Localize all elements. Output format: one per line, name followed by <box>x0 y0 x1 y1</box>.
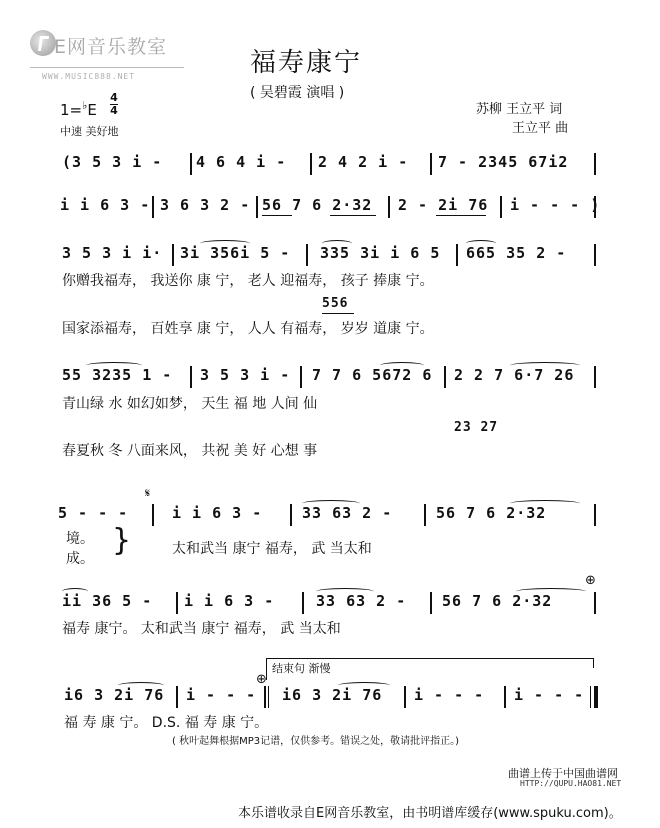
variant-notes: 23 27 <box>454 420 499 435</box>
measure: 2 2 7 6·7 26 <box>454 366 575 384</box>
ending-bracket <box>266 658 593 659</box>
barline <box>172 244 174 266</box>
barline <box>456 244 458 266</box>
barline <box>306 244 308 266</box>
barline <box>290 504 292 526</box>
upload-url: HTTP://QUPU.HAO81.NET <box>520 779 622 788</box>
measure: (3 5 3 i - <box>62 153 163 171</box>
measure: 3i 356i 5 - <box>180 244 291 262</box>
beam <box>436 215 486 216</box>
logo-divider <box>30 67 184 68</box>
final-barline-thick <box>594 686 598 708</box>
tempo-marking: 中速 美好地 <box>60 125 119 138</box>
measure: i i 6 3 - <box>60 196 151 214</box>
barline <box>430 592 432 614</box>
slur <box>200 240 250 247</box>
repeat-barline <box>264 686 266 708</box>
measure: 2 - 2i 76 <box>398 196 489 214</box>
slur <box>62 588 88 595</box>
barline <box>190 153 192 175</box>
music-disc-icon <box>30 30 56 56</box>
measure: 7 7 6 5672 6 <box>312 366 433 384</box>
transcriber-note: ( 秋叶起舞根据MP3记谱，仅供参考。错误之处，敬请批评指正。) <box>172 736 460 747</box>
key-prefix: 1= <box>60 101 83 119</box>
lyric-line-2: 春夏秋 冬 八面来风， 共祝 美 好 心想 事 <box>62 443 318 459</box>
slur <box>302 500 360 507</box>
barline <box>404 686 406 708</box>
slur <box>510 500 580 507</box>
measure: i i 6 3 - <box>172 504 263 522</box>
measure: 33 63 2 - <box>316 592 407 610</box>
ending-bracket-right <box>593 658 594 668</box>
barline <box>256 196 258 218</box>
barline <box>176 686 178 708</box>
slur <box>510 362 580 369</box>
measure: 33 63 2 - <box>302 504 393 522</box>
variant-notes: 556 <box>322 296 349 311</box>
site-name: E网音乐教室 <box>54 36 168 58</box>
slur <box>516 588 586 595</box>
performer-line: ( 吴碧霞 演唱 ) <box>250 85 345 101</box>
lyric-line-1: 福寿 康宁。 太和武当 康宁 福寿， 武 当太和 <box>62 621 341 637</box>
barline <box>424 504 426 526</box>
time-signature <box>110 92 118 117</box>
lyric-line-1: 福 寿 康 宁。 D.S. 福 寿 康 宁。 <box>64 715 269 731</box>
beam <box>330 215 376 216</box>
barline <box>594 366 596 388</box>
beam <box>322 313 354 314</box>
meter-top: 4 <box>110 91 118 104</box>
barline <box>310 153 312 175</box>
slur <box>466 240 496 247</box>
slur <box>322 240 352 247</box>
slur <box>86 362 142 369</box>
repeat-barline-thin <box>268 686 269 708</box>
barline <box>176 592 178 614</box>
lyric-line-2: 太和武当 康宁 福寿， 武 当太和 <box>172 541 372 557</box>
measure: 56 7 6 2·32 <box>442 592 553 610</box>
measure: 665 35 2 - <box>466 244 567 262</box>
site-url: WWW.MUSIC888.NET <box>42 72 136 81</box>
lyric-line-2: 国家添福寿， 百姓享 康 宁， 人人 有福寿， 岁岁 道康 宁。 <box>62 321 434 337</box>
coda-sign: ⊕ <box>256 672 267 687</box>
slur <box>338 682 390 689</box>
barline <box>594 592 596 614</box>
barline <box>500 196 502 218</box>
upload-source: 曲谱上传于中国曲谱网 <box>508 767 618 780</box>
barline <box>430 153 432 175</box>
measure: 3 6 3 2 - <box>160 196 251 214</box>
measure: i6 3 2i 76 <box>64 686 165 704</box>
segno-sign: 𝄋 <box>145 486 151 500</box>
lyricist-credit: 苏柳 王立平 词 <box>476 102 563 117</box>
staff-row-1 <box>62 153 162 171</box>
measure: 55 3235 1 - <box>62 366 173 384</box>
slur <box>380 362 424 369</box>
key-letter: E <box>87 101 97 119</box>
measure: 5 - - - <box>58 504 129 522</box>
cache-credit: 本乐谱收录自E网音乐教室，由书明谱库缓存(www.spuku.com)。 <box>238 806 622 821</box>
composer-credit: 王立平 曲 <box>512 121 569 136</box>
measure: i6 3 2i 76 <box>282 686 383 704</box>
barline <box>300 366 302 388</box>
measure: i - - - <box>186 686 257 704</box>
lyric-line-1b: 成。 <box>66 551 94 567</box>
barline <box>152 196 154 218</box>
key-signature <box>60 99 97 119</box>
song-title: 福寿康宁 <box>250 48 363 78</box>
measure: 2 4 2 i - <box>318 153 409 171</box>
lyric-line-1: 境。 <box>66 531 94 547</box>
barline <box>594 504 596 526</box>
lyric-line-1: 你赠我福寿， 我送你 康 宁， 老人 迎福寿， 孩子 捧康 宁。 <box>62 273 434 289</box>
barline <box>388 196 390 218</box>
slur <box>316 588 374 595</box>
barline <box>504 686 506 708</box>
barline <box>594 196 596 218</box>
coda-sign: ⊕ <box>585 573 596 588</box>
measure: 4 6 4 i - <box>196 153 287 171</box>
final-barline-thin <box>590 686 591 708</box>
barline <box>302 592 304 614</box>
barline <box>190 366 192 388</box>
barline <box>594 244 596 266</box>
lyric-line-1: 青山绿 水 如幻如梦， 天生 福 地 人间 仙 <box>62 396 318 412</box>
measure: 56 7 6 2·32 <box>436 504 547 522</box>
measure: 3 5 3 i i· <box>62 244 163 262</box>
measure: 3 5 3 i - <box>200 366 291 384</box>
measure: ii 36 5 - <box>62 592 153 610</box>
measure: i - - - ) <box>510 196 601 214</box>
beam <box>262 215 292 216</box>
measure: 7 - 2345 67i2 <box>438 153 569 171</box>
measure: 335 3i i 6 5 <box>320 244 441 262</box>
measure: i - - - <box>414 686 485 704</box>
barline <box>152 504 154 526</box>
slur <box>118 682 164 689</box>
flat-sign: ♭ <box>82 99 88 112</box>
measure: 56 7 6 2·32 <box>262 196 373 214</box>
brace: } <box>112 523 132 558</box>
barline <box>594 153 596 175</box>
measure: i i 6 3 - <box>184 592 275 610</box>
barline <box>444 366 446 388</box>
measure: i - - - <box>514 686 585 704</box>
ending-label: 结束句 渐慢 <box>272 662 331 675</box>
meter-bottom: 4 <box>110 104 118 117</box>
